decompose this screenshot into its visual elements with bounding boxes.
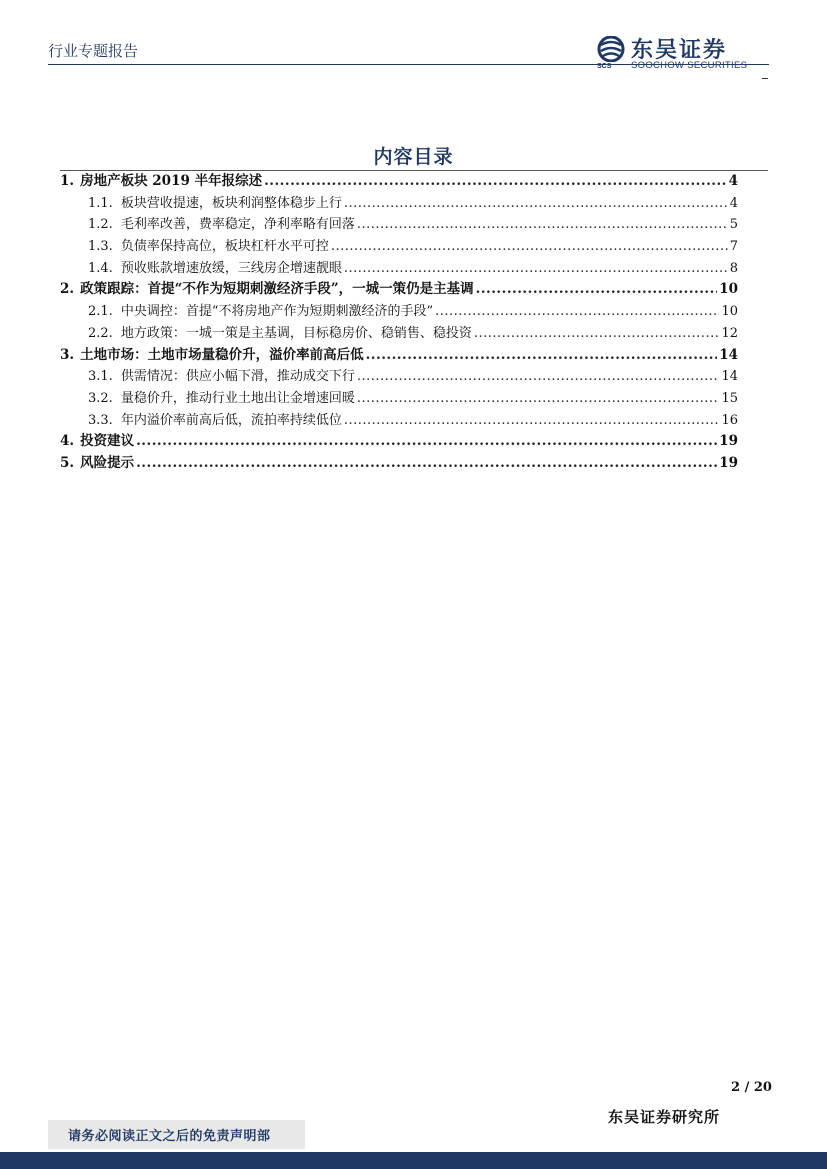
- toc-leader-dots: [357, 388, 720, 410]
- toc-entry-label: 负债率保持高位，板块杠杆水平可控: [120, 239, 329, 255]
- toc-entry-label: 中央调控：首提“不将房地产作为短期刺激经济的手段”: [120, 304, 434, 320]
- toc-entry[interactable]: [60, 345, 738, 367]
- table-of-contents: [60, 171, 738, 475]
- toc-entry-number: 3.: [60, 346, 75, 363]
- toc-entry[interactable]: [60, 171, 738, 193]
- toc-entry[interactable]: [60, 388, 738, 410]
- institute-name: 东吴证券研究所: [608, 1108, 721, 1126]
- toc-entry-page: 14: [719, 346, 738, 363]
- toc-entry-page: 15: [721, 390, 738, 406]
- toc-leader-dots: [344, 193, 728, 215]
- logo-mark-icon: [597, 36, 627, 62]
- toc-entry[interactable]: [60, 453, 738, 475]
- toc-entry[interactable]: [60, 193, 738, 215]
- toc-entry[interactable]: [60, 301, 738, 323]
- header-divider: [48, 64, 769, 65]
- toc-entry-number: 1.2.: [88, 217, 113, 233]
- toc-entry[interactable]: [60, 236, 738, 258]
- toc-entry-number: 3.2.: [88, 390, 113, 406]
- page-indicator: 2 / 20: [731, 1080, 772, 1095]
- logo-chinese-name: 东吴证券: [631, 38, 728, 63]
- toc-entry-number: 4.: [60, 433, 75, 450]
- toc-entry-label: 政策跟踪：首提“不作为短期刺激经济手段”，一城一策仍是主基调: [80, 281, 474, 298]
- toc-leader-dots: [331, 236, 728, 258]
- toc-entry-number: 2.2.: [88, 325, 113, 341]
- report-type-label: 行业专题报告: [48, 42, 139, 60]
- toc-entry-page: 5: [729, 217, 738, 233]
- toc-entry-number: 1.3.: [88, 239, 113, 255]
- toc-entry-label: 年内溢价率前高后低，流拍率持续低位: [120, 412, 342, 428]
- toc-entry-page: 14: [721, 369, 738, 385]
- toc-leader-dots: [357, 214, 728, 236]
- toc-leader-dots: [344, 410, 720, 432]
- toc-leader-dots: [136, 453, 717, 475]
- toc-entry-page: 10: [721, 304, 738, 320]
- toc-leader-dots: [366, 345, 718, 367]
- toc-entry-number: 2.: [60, 281, 75, 298]
- toc-entry-label: 风险提示: [80, 454, 135, 471]
- toc-entry-label: 投资建议: [80, 433, 135, 450]
- toc-entry[interactable]: [60, 258, 738, 280]
- toc-entry-page: 4: [728, 173, 738, 189]
- toc-entry-label: 量稳价升，推动行业土地出让金增速回暖: [120, 390, 355, 406]
- toc-entry-number: 1.: [60, 173, 75, 189]
- toc-entry-number: 1.4.: [88, 260, 113, 276]
- toc-entry[interactable]: [60, 214, 738, 236]
- toc-entry-number: 3.1.: [88, 369, 113, 385]
- toc-entry-page: 10: [719, 281, 738, 298]
- header-tick-mark: [762, 78, 768, 79]
- toc-entry-number: 3.3.: [88, 412, 113, 428]
- toc-entry-page: 8: [729, 260, 738, 276]
- toc-entry-page: 7: [729, 239, 738, 255]
- toc-entry[interactable]: [60, 410, 738, 432]
- toc-title: 内容目录: [373, 146, 454, 168]
- toc-entry-label: 供需情况：供应小幅下滑，推动成交下行: [120, 369, 355, 385]
- toc-entry-number: 2.1.: [88, 304, 113, 320]
- toc-leader-dots: [136, 431, 717, 453]
- toc-leader-dots: [474, 323, 720, 345]
- toc-entry-page: 19: [719, 454, 738, 471]
- toc-entry-page: 4: [729, 195, 738, 211]
- footer-bar: [0, 1152, 827, 1169]
- toc-entry-number: 5.: [60, 454, 75, 471]
- toc-entry-label: 地方政策：一城一策是主基调，目标稳房价、稳销售、稳投资: [120, 325, 472, 341]
- company-logo: [597, 36, 767, 72]
- toc-entry-label: 板块营收提速，板块利润整体稳步上行: [120, 195, 342, 211]
- toc-entry[interactable]: [60, 366, 738, 388]
- toc-leader-dots: [357, 366, 720, 388]
- toc-leader-dots: [476, 279, 718, 301]
- logo-abbr: SCS: [597, 63, 612, 70]
- toc-entry-label: 房地产板块 2019 半年报综述: [80, 173, 263, 189]
- disclaimer-text: 请务必阅读正文之后的免责声明部: [68, 1129, 271, 1144]
- toc-entry-label: 预收账款增速放缓，三线房企增速靓眼: [120, 260, 342, 276]
- toc-entry-number: 1.1.: [88, 195, 113, 211]
- toc-entry-label: 土地市场：土地市场量稳价升，溢价率前高后低: [80, 346, 364, 363]
- toc-entry[interactable]: [60, 323, 738, 345]
- toc-leader-dots: [435, 301, 719, 323]
- logo-english-name: SOOCHOW SECURITIES: [631, 60, 748, 71]
- toc-entry[interactable]: [60, 279, 738, 301]
- toc-entry-page: 16: [721, 412, 738, 428]
- toc-entry[interactable]: [60, 431, 738, 453]
- toc-entry-label: 毛利率改善，费率稳定，净利率略有回落: [120, 217, 355, 233]
- toc-leader-dots: [264, 171, 727, 193]
- toc-leader-dots: [344, 258, 728, 280]
- toc-entry-page: 12: [721, 325, 738, 341]
- toc-entry-page: 19: [719, 433, 738, 450]
